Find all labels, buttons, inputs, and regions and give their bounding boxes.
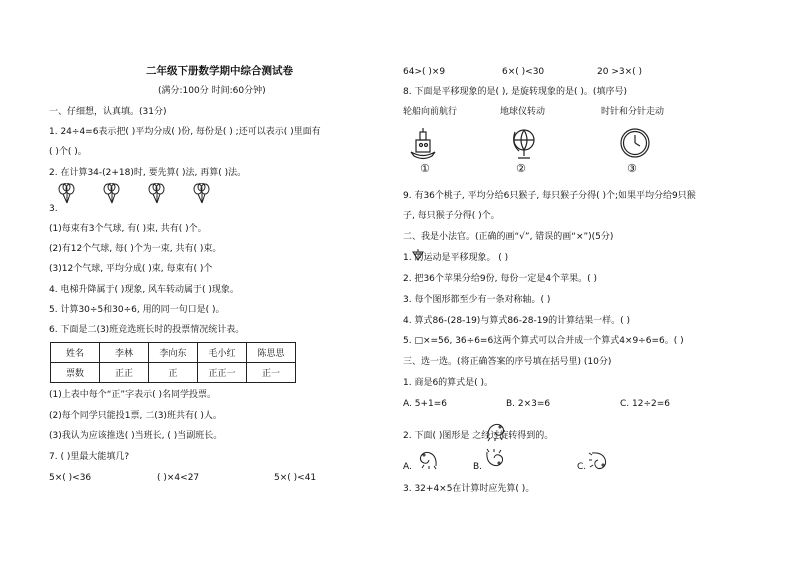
table-cell: 正一 xyxy=(247,363,296,383)
q7: 7. ( )里最大能填几? xyxy=(49,452,130,462)
section-1-heading: 一、仔细想，认真填。(31分) xyxy=(49,107,167,117)
dragon-option-a-icon xyxy=(417,448,439,470)
q8-label-clock: 时针和分针走动 xyxy=(601,107,665,117)
choice-1-c: C. 12÷2=6 xyxy=(620,399,670,409)
vote-table xyxy=(50,342,296,383)
q7-c: 5×( )<41 xyxy=(274,473,317,483)
q2: 2. 在计算34-(2+18)时, 要先算( )法, 再算( )法。 xyxy=(49,168,247,178)
table-cell: 正 xyxy=(149,363,198,383)
table-header-cell: 姓名 xyxy=(51,343,100,363)
dragon-option-b-icon xyxy=(484,448,506,470)
q3-3: (3)12个气球, 平均分成( )束, 每束有( )个 xyxy=(49,264,213,274)
balloon-bunches-image xyxy=(58,183,228,205)
r-top-c: 20 >3×( ) xyxy=(597,67,643,77)
page-title: 二年级下册数学期中综合测试卷 xyxy=(146,65,293,77)
q8-num-1: ① xyxy=(420,162,430,175)
table-cell: 正正 xyxy=(100,363,149,383)
choice-1: 1. 商是6的算式是( )。 xyxy=(403,378,494,388)
table-header-row xyxy=(51,343,296,363)
table-header-cell: 陈思思 xyxy=(247,343,296,363)
q9-line2: 子, 每只猴子分得( )个。 xyxy=(403,211,500,221)
judge-1: 1. 的运动是平移现象。 ( ) xyxy=(403,253,509,263)
q6-2: (2)每个同学只能投1票, 二(3)班共有( )人。 xyxy=(49,411,222,421)
q8-num-3: ③ xyxy=(627,162,637,175)
table-header-cell: 毛小红 xyxy=(198,343,247,363)
globe-icon xyxy=(509,126,539,162)
judge-5: 5. □×=56, 36÷6=6这两个算式可以合并成一个算式4×9÷6=6。( ) xyxy=(403,336,684,346)
choice-2: 2. 下面( )图形是 之经过旋转得到的。 xyxy=(403,431,554,441)
choice-1-a: A. 5+1=6 xyxy=(403,399,447,409)
choice-1-b: B. 2×3=6 xyxy=(506,399,551,409)
q6: 6. 下面是二(3)班竞选班长时的投票情况统计表。 xyxy=(49,325,245,335)
table-header-cell: 李林 xyxy=(100,343,149,363)
choice-2-a-label: A. xyxy=(403,462,412,472)
subtitle: (满分:100分 时间:60分钟) xyxy=(158,86,266,96)
judge-2: 2. 把36个苹果分给9份, 每份一定是4个苹果。( ) xyxy=(403,274,597,284)
dragon-option-c-icon xyxy=(588,450,610,472)
table-cell: 正正一 xyxy=(198,363,247,383)
section-3-heading: 三、选一选。(将正确答案的序号填在括号里) (10分) xyxy=(403,357,612,367)
section-2-heading: 二、我是小法官。(正确的画“√”, 错误的画“×”)(5分) xyxy=(403,232,614,242)
q3-2: (2)有12个气球, 每( )个为一束, 共有( )束。 xyxy=(49,244,222,254)
choice-2-b-label: B. xyxy=(473,462,483,472)
q6-1: (1)上表中每个“正”字表示( )名同学投票。 xyxy=(49,390,216,400)
table-cell: 票数 xyxy=(51,363,100,383)
q6-3: (3)我认为应该推选( )当班长, ( )当副班长。 xyxy=(49,431,223,441)
q1-line2: ( )个( )。 xyxy=(49,147,87,157)
dragon-figure-icon xyxy=(485,420,507,442)
r-top-b: 6×( )<30 xyxy=(502,67,545,77)
q8-label-globe: 地球仪转动 xyxy=(500,107,546,117)
q5: 5. 计算30÷5和30÷6, 用的同一句口是( )。 xyxy=(49,305,225,315)
r-top-a: 64>( )×9 xyxy=(403,67,446,77)
q9-line1: 9. 有36个桃子, 平均分给6只猴子, 每只猴子分得( )个;如果平均分给9只猴 xyxy=(403,191,696,201)
q7-a: 5×( )<36 xyxy=(49,473,92,483)
table-row xyxy=(51,363,296,383)
spinning-top-icon xyxy=(412,249,424,261)
judge-4: 4. 算式86-(28-19)与算式86-28-19的计算结果一样。( ) xyxy=(403,316,631,326)
q3-1: (1)每束有3个气球, 有( )束, 共有( )个。 xyxy=(49,224,207,234)
table-header-cell: 李向东 xyxy=(149,343,198,363)
judge-3: 3. 每个图形都至少有一条对称轴。( ) xyxy=(403,295,551,305)
clock-icon xyxy=(618,126,652,160)
q8-num-2: ② xyxy=(516,162,526,175)
q7-b: ( )×4<27 xyxy=(157,473,200,483)
q4: 4. 电梯升降属于( )现象, 风车转动属于( )现象。 xyxy=(49,285,239,295)
q3: 3. xyxy=(49,204,58,214)
ship-icon xyxy=(408,126,438,162)
choice-2-c-label: C. xyxy=(577,462,587,472)
q8: 8. 下面是平移现象的是( ), 是旋转现象的是( )。(填序号) xyxy=(403,87,627,97)
q1-line1: 1. 24÷4=6表示把( )平均分成( )份, 每份是( ) ;还可以表示( )里面有 xyxy=(49,127,321,137)
choice-3: 3. 32+4×5在计算时应先算( )。 xyxy=(403,484,535,494)
q8-label-ship: 轮船向前航行 xyxy=(403,107,458,117)
